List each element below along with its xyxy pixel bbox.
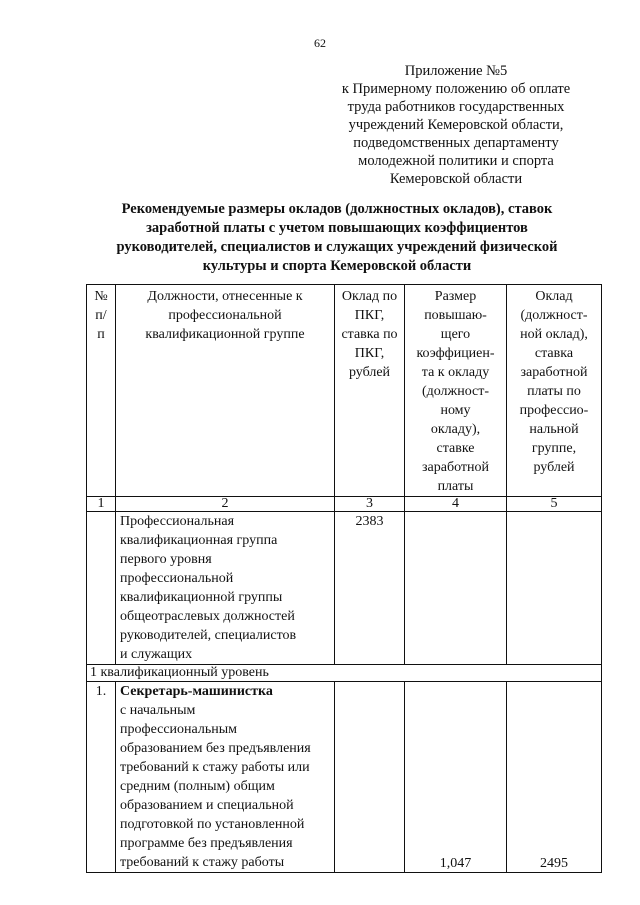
position-coefficient: 1,047 — [405, 682, 507, 873]
appendix-line: Приложение №5 — [404, 63, 508, 79]
header-position: Должности, отнесенные к профессиональной квалификационной группе — [116, 285, 335, 497]
appendix-line: Кемеровской области — [389, 171, 523, 187]
column-number-row — [87, 497, 602, 512]
group-base-salary: 2383 — [335, 512, 405, 665]
document-title — [90, 200, 584, 276]
appendix-line: подведомственных департаменту — [353, 135, 559, 151]
header-salary: Оклад (должност- ной оклад), ставка заработной платы по профессио- нальной группе, рублей — [507, 285, 602, 497]
appendix-header — [318, 62, 594, 188]
appendix-line: учреждений Кемеровской области, — [348, 117, 564, 133]
column-number: 5 — [507, 497, 602, 512]
page-number: 62 — [314, 36, 326, 50]
group-number-cell — [87, 512, 116, 665]
title-line: культуры и спорта Кемеровской области — [202, 258, 472, 274]
appendix-line: труда работников государственных — [347, 99, 565, 115]
group-coefficient-cell — [405, 512, 507, 665]
appendix-line: к Примерному положению об оплате — [341, 81, 571, 97]
position-title: Секретарь-машинистка — [120, 684, 273, 699]
position-description: Секретарь-машинистка с начальным профессиональным образованием без предъявления требований к стажу работы или средним (полным) общим образованием и специальной подготовкой по установленной программе без предъявления требований к стажу работы — [116, 682, 335, 873]
header-coefficient: Размер повышаю- щего коэффициен- та к окладу (должност- ному окладу), ставке заработной платы — [405, 285, 507, 497]
group-salary-cell — [507, 512, 602, 665]
column-number: 2 — [116, 497, 335, 512]
group-name: Профессиональная квалификационная группа первого уровня профессиональной квалификационной группы общеотраслевых должностей руководителей, специалистов и служащих — [116, 512, 335, 665]
salary-table — [86, 284, 602, 873]
appendix-line: молодежной политики и спорта — [358, 153, 554, 169]
title-line: руководителей, специалистов и служащих учреждений физической — [116, 239, 558, 255]
position-salary: 2495 — [507, 682, 602, 873]
qualification-level-row — [87, 665, 602, 682]
group-row — [87, 512, 602, 665]
column-number: 3 — [335, 497, 405, 512]
title-line: Рекомендуемые размеры окладов (должностных окладов), ставок — [121, 201, 553, 217]
title-line: заработной платы с учетом повышающих коэффициентов — [146, 220, 528, 236]
position-number: 1. — [87, 682, 116, 873]
header-base-salary: Оклад по ПКГ, ставка по ПКГ, рублей — [335, 285, 405, 497]
header-number: № п/ п — [87, 285, 116, 497]
table-header-row — [87, 285, 602, 497]
table-row — [87, 682, 602, 873]
qualification-level-label: 1 квалификационный уровень — [87, 665, 602, 682]
column-number: 4 — [405, 497, 507, 512]
position-base-salary-cell — [335, 682, 405, 873]
column-number: 1 — [87, 497, 116, 512]
